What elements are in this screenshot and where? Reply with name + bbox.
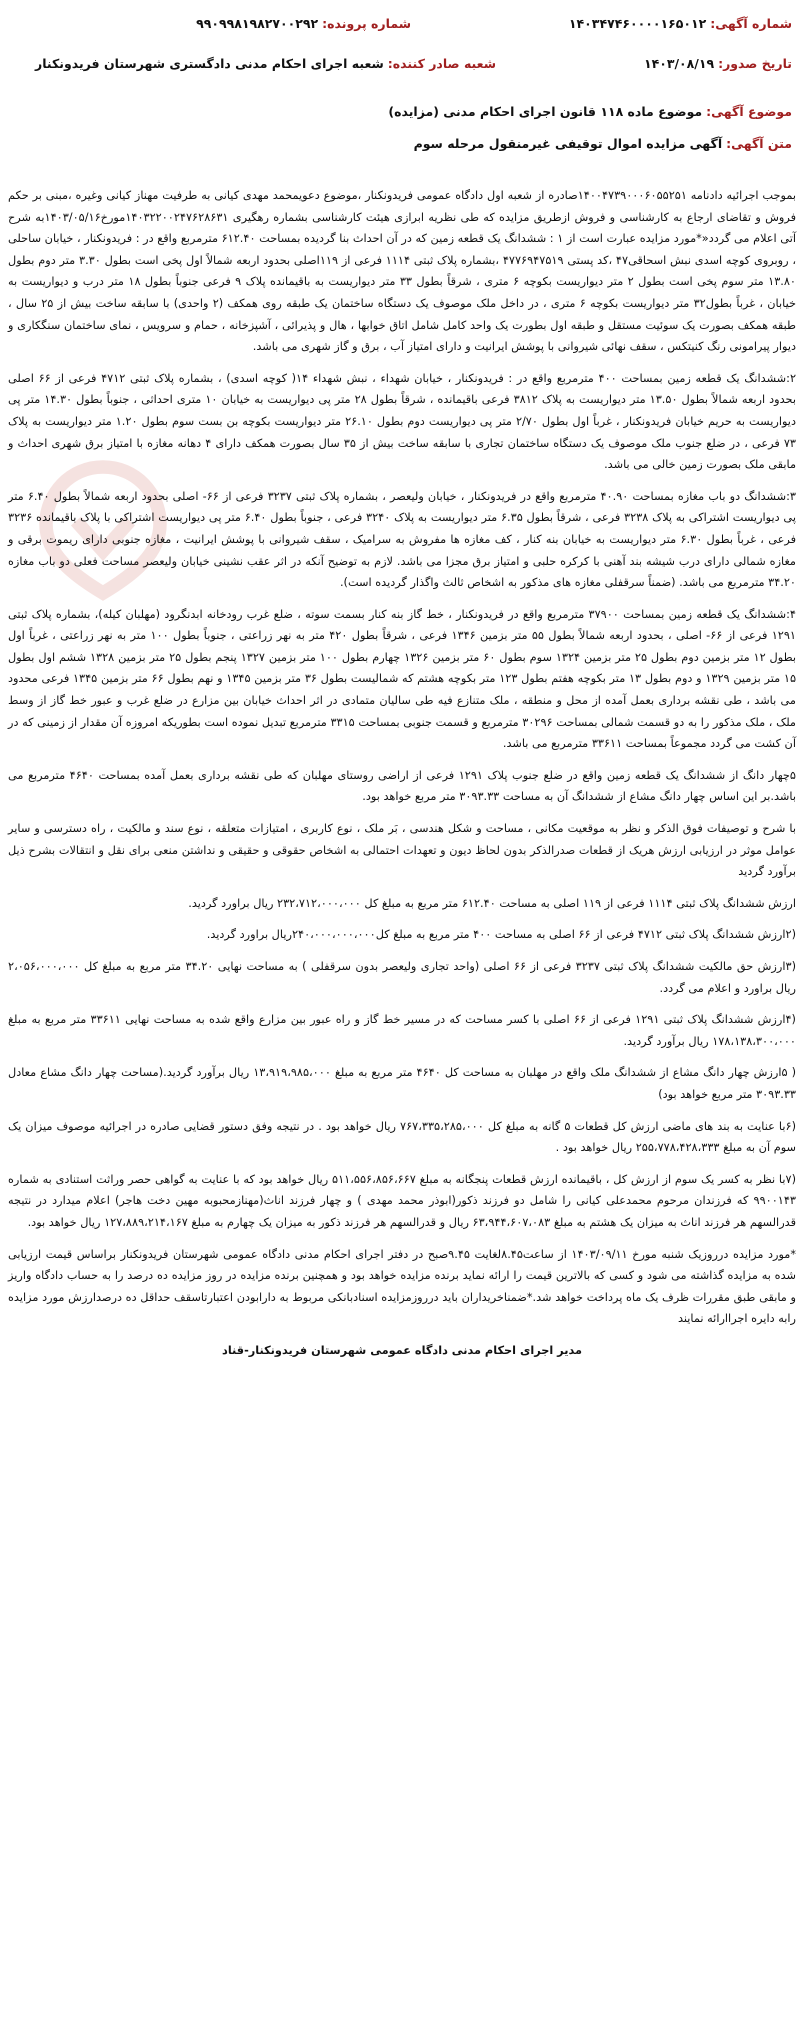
paragraph: با شرح و توصیفات فوق الذکر و نظر به موقعیت مکانی ، مساحت و شکل هندسی ، بَر ملک ، نوع کاربری ، امتیازات متعلقه ، نوع سند و مالکیت ، راه دسترسی و سایر عوامل موثر در ارزیابی ارزش هریک از قطعات صدرالذکر بدون لحاظ دیون و تعهدات احتمالی به اشخاص حقوقی و حقیقی و نداشتن منعی برای نقل و انتقالات بشرح ذیل برآورد گردید — [8, 822, 796, 879]
paragraph: (۷با نظر به کسر یک سوم از ارزش کل ، باقیمانده ارزش قطعات پنجگانه به مبلغ ۵۱۱،۵۵۶،۸۵۶،۶۶۷ ریال خواهد بود که با عنایت به گواهی حصر وراثت استنادی به شماره ۹۹۰۰۱۴۳ که فرزندان مرحوم محمدعلی کیانی را شامل دو فرزند ذکور(ابوذر محمد مهدی ) و چهار فرزند اناث(مهنازمحبوبه مهین دخت هاجر) اعلام میدارد در نتیجه قدرالسهم هر فرزند اناث به میزان یک هشتم به مبلغ ۶۳،۹۴۴،۶۰۷،۰۸۳ ریال و قدرالسهم هر فرزند ذکور به میزان یک چهارم به مبلغ ۱۲۷،۸۸۹،۲۱۴،۱۶۷ ریال خواهد بود. — [8, 1172, 796, 1229]
ad-number-row: شماره آگهی: ۱۴۰۳۴۷۴۶۰۰۰۰۱۶۵۰۱۲ — [568, 16, 792, 31]
paragraph: ( ۵ارزش چهار دانگ مشاع از ششدانگ ملک واقع در مهلبان به مساحت کل ۴۶۴۰ متر مربع به مبلغ ۱۳،۹۱۹،۹۸۵،۰۰۰ ریال برآورد گردید.(مساحت چهار دانگ مشاع معادل ۳۰۹۳.۳۳ متر مربع خواهد بود) — [8, 1066, 796, 1101]
signature-line: مدیر اجرای احکام مدنی دادگاه عمومی شهرستان فریدونکنار-قناد — [222, 1343, 582, 1357]
paragraph: ۲:ششدانگ یک قطعه زمین بمساحت ۴۰۰ مترمربع واقع در : فریدونکنار ، خیابان شهداء ، نبش شهداء ۱۴( کوچه اسدی) ، بشماره پلاک ثبتی ۴۷۱۲ فرعی از ۶۶ اصلی بحدود اربعه شمالاً بطول ۱۳.۵۰ متر دیواریست به پلاک ۳۸۱۲ فرعی باقیمانده ، شرقاً بطول ۲۸ متر پی دیواریست به خیابان ۱۰ متری احداثی ، جنوباً بطول ۱۴.۳۰ متر پی دیواریست به حریم خیابان فریدونکنار ، غرباً اول بطول ۲/۷۰ متر پی دیواریست دوم بطول ۲۶.۱۰ متر دیواریست بکوچه بن بست سوم بطول ۱.۲۰ متر دیواریست به پلاک ۷۳ فرعی ، در ضلع جنوب ملک موصوف یک دستگاه ساختمان تجاری با سابقه ساخت بیش از ۳۵ سال بصورت همکف دارای ۴ دهانه مغازه با امتیاز برق شهری احداث و مابقی ملک بصورت زمین خالی می باشد. — [8, 371, 797, 472]
paragraph: ۵چهار دانگ از ششدانگ یک قطعه زمین واقع در ضلع جنوب پلاک ۱۲۹۱ فرعی از اراضی روستای مهلبان که طی نقشه برداری بعمل آمده بمساحت ۴۶۴۰ مترمربع می باشد.بر این اساس چهار دانگ مشاع از ششدانگ آن به مساحت ۳۰۹۳.۳۳ متر مربع خواهد بود. — [8, 768, 796, 804]
ad-header — [10, 10, 796, 150]
ad-subject-row: موضوع آگهی: موضوع ماده ۱۱۸ قانون اجرای احکام مدنی (مزایده) — [388, 104, 792, 119]
paragraph: بموجب اجرائیه دادنامه ۱۴۰۰۴۷۳۹۰۰۰۶۰۵۵۲۵۱صادره از شعبه اول دادگاه عمومی فریدونکنار ،موضوع دعویمحمد مهدی کیانی به طرفیت مهناز کیانی وغیره ،مبنی بر حکم فروش و تقاضای ارجاع به کارشناسی و فروش ازطریق مزایده که طی نظریه ابرازی هیئت کارشناسی بشماره رهگیری ۱۴۰۳۲۲۰۰۲۴۷۶۲۸۶۳۱مورخ۱۴۰۳/۰۵/۱۶به شرح آتی اعلام می گردد«*مورد مزایده عبارت است از ۱ : ششدانگ یک قطعه زمین که در آن احداث بنا گردیده بمساحت ۶۱۲.۴۰ مترمربع واقع در : فریدونکنار ، خیابان ساحلی ، روبروی کوچه اسدی نبش اسحاقی۴۷ ،کد پستی ۴۷۷۶۹۴۷۵۱۹ ،بشماره پلاک ثبتی ۱۱۱۴ فرعی از ۱۱۹اصلی بحدود اربعه شمالاً اول پخی است بطول ۳.۳۰ متر دوم بطول ۱۳.۸۰ متر سوم پخی است بطول ۲ متر دیواریست بکوچه ۶ متری ، شرقاً بطول ۳۳ متر دیواریست به باقیمانده پلاک ۹ فرعی جنوباً بطول ۱۸ متر درب و دیواریست به خیابان ، غرباً بطول۳۲ متر دیواریست بکوچه ۶ متری ، در داخل ملک موصوف یک دستگاه ساختمان یک طبقه روی همکف (۲ واحدی) با سابقه ساخت بیش از ۲۵ سال ، طبقه همکف بصورت یک سوئیت مستقل و طبقه اول بطورت یک واحد کامل شامل اتاق خوابها ، هال و پذیرائی ، آشپزخانه ، حمام و سرویس ، نمای ساختمان سنگکاری و دیوار پیرامونی رنگ کنیتکس ، سقف نهائی شیروانی با پوشش ایرانیت و دارای امتیاز آب ، برق و گاز شهری می باشد. — [8, 189, 796, 354]
paragraph: (۳ارزش حق مالکیت ششدانگ پلاک ثبتی ۳۲۳۷ فرعی از ۶۶ اصلی (واحد تجاری ولیعصر بدون سرقفلی ) به مساحت نهایی ۳۴.۲۰ متر مربع به مبلغ کل ۲،۰۵۶،۰۰۰،۰۰۰ ریال براورد و اعلام می گردد. — [8, 960, 796, 995]
ad-body — [8, 185, 796, 1372]
paragraph: (۲ارزش ششدانگ پلاک ثبتی ۴۷۱۲ فرعی از ۶۶ اصلی به مساحت ۴۰۰ متر مربع به مبلغ کل۲۴۰،۰۰۰،۰۰۰،۰۰۰ریال براورد گردید. — [206, 928, 796, 942]
paragraph: ۳:ششدانگ دو باب مغازه بمساحت ۴۰.۹۰ مترمربع واقع در فریدونکنار ، خیابان ولیعصر ، بشماره پلاک ثبتی ۳۲۳۷ فرعی از ۶۶- اصلی بحدود اربعه شمالاً بطول ۶.۴۰ متر پی دیواریست اشتراکی به پلاک ۳۲۳۸ فرعی ، شرقاً بطول ۶.۳۵ متر دیواریست به پلاک ۳۲۴۰ فرعی ، جنوباً بطول ۶.۴۰ متر پی دیواریست اشتراکی با پلاک باقیمانده ۳۲۳۶ فرعی ، غرباً بطول ۶.۳۰ متر دیواریست به خیابان بنه کنار ، کف مغازه ها مفروش به سرامیک ، سقف شیروانی با پوشش ایرانیت ، مغازه جنوبی دارای ریموت برقی و مغازه شمالی دارای درب شیشه بند آهنی با کرکره حلبی و امتیاز برق مجزا می باشد. لازم به توضیح آنکه در اثر عقب نشینی خیابان ولیعصر مساحت فعلی دو باب مغازه ۳۴.۲۰ مترمربع می باشد. (ضمناً سرقفلی مغازه های مذکور به اشخاص ثالث واگذار گردیده است). — [8, 489, 796, 590]
issue-date-row: تاریخ صدور: ۱۴۰۳/۰۸/۱۹ — [643, 56, 792, 71]
paragraph: ارزش ششدانگ پلاک ثبتی ۱۱۱۴ فرعی از ۱۱۹ اصلی به مساحت ۶۱۲.۴۰ متر مربع به مبلغ کل ۲۳۲،۷۱۲،۰۰۰،۰۰۰ ریال براورد گردید. — [188, 896, 796, 910]
issuing-branch-row: شعبه صادر کننده: شعبه اجرای احکام مدنی دادگستری شهرستان فریدونکنار — [35, 56, 496, 71]
paragraph: (۴ارزش ششدانگ پلاک ثبتی ۱۲۹۱ فرعی از ۶۶ اصلی با کسر مساحت که در مسیر خط گاز و راه عبور بین مزارع واقع شده به مساحت نهایی ۳۳۶۱۱ متر مربع به مبلغ ۱۷۸،۱۳۸،۳۰۰،۰۰۰ ریال برآورد گردید. — [8, 1013, 796, 1048]
ad-text-title-row: متن آگهی: آگهی مزایده اموال توقیفی غیرمنقول مرحله سوم — [413, 136, 792, 151]
paragraph: (۶با عنایت به بند های ماضی ارزش کل قطعات ۵ گانه به مبلغ کل ۷۶۷،۳۳۵،۲۸۵،۰۰۰ ریال خواهد بود . در نتیجه وفق دستور قضایی صادره در اجرائیه موصوف میزان یک سوم آن به مبلغ ۲۵۵،۷۷۸،۴۲۸،۳۳۳ ریال خواهد بود . — [8, 1119, 796, 1155]
paragraph: *مورد مزایده درروزیک شنبه مورخ ۱۴۰۳/۰۹/۱۱ از ساعت۸.۴۵لغایت ۹.۴۵صبح در دفتر اجرای احکام مدنی دادگاه عمومی شهرستان فریدونکنار براساس قیمت ارزیابی شده به مزایده گذاشته می شود و کسی که بالاترین قیمت را ارائه نماید برنده مزایده خواهد بود و همچنین برنده مزایده در روز مزایده ده درصد را به حساب دادگاه واریز و مابقی طبق مقررات ظرف یک ماه پرداخت خواهد شد.*ضمناخریداران باید درروزمزایده اسنادبانکی مربوط به دارابودن اعتبارتاسقف حداقل ده درصدارزش مورد مزایده رابه دایره اجراارائه نمایند — [8, 1247, 796, 1326]
case-number-row: شماره پرونده: ۹۹۰۹۹۸۱۹۸۲۷۰۰۲۹۲ — [196, 16, 411, 31]
paragraph: ۴:ششدانگ یک قطعه زمین بمساحت ۳۷۹۰۰ مترمربع واقع در فریدونکنار ، خط گاز بنه کنار بسمت سوته ، ضلع غرب رودخانه ابدنگرود (مهلبان کیله)، بشماره پلاک ثبتی ۱۲۹۱ فرعی از ۶۶- اصلی ، بحدود اربعه شمالاً بطول ۵۵ متر بزمین ۱۳۴۶ فرعی ، شرقاً بطول ۴۲۰ متر به نهر زراعتی ، جنوباً بطول ۱۰۰ متر به نهر زراعتی ، غرباً اول بطول ۱۲ متر بزمین دوم بطول ۲۵ متر بزمین ۱۳۲۴ سوم بطول ۶۰ متر بزمین ۱۳۲۶ چهارم بطول ۱۰۰ متر بزمین ۱۳۲۷ پنجم بطول ۲۵ متر بزمین ۱۳۲۸ ششم اول بطول ۱۵ متر بزمین ۱۳۲۹ و دوم بطول ۱۳ متر بکوچه هفتم بطول ۱۲۳ متر بکوچه هشتم که شمالیست بطول ۳۶ متر بزمین ۱۳۴۵ و نهم بطول ۶۶ متر بزمین ۱۳۴۵ فرعی محدود می باشد ، طی نقشه برداری بعمل آمده از محل و منطقه ، ملک متنازع فیه طی سالیان متمادی در اثر احداث خیابان بین مزارع در ضلع غرب و عبور خط گاز از وسط ملک ، ملک مذکور را به دو قسمت شمالی بمساحت ۳۰۲۹۶ مترمربع و قسمت جنوبی بمساحت ۳۳۱۵ مترمربع تبدیل نموده است بطوریکه امروزه آن مقدار از زمینی که در آن کشت می گردد مجموعاً بمساحت ۳۳۶۱۱ مترمربع می باشد. — [8, 607, 797, 751]
